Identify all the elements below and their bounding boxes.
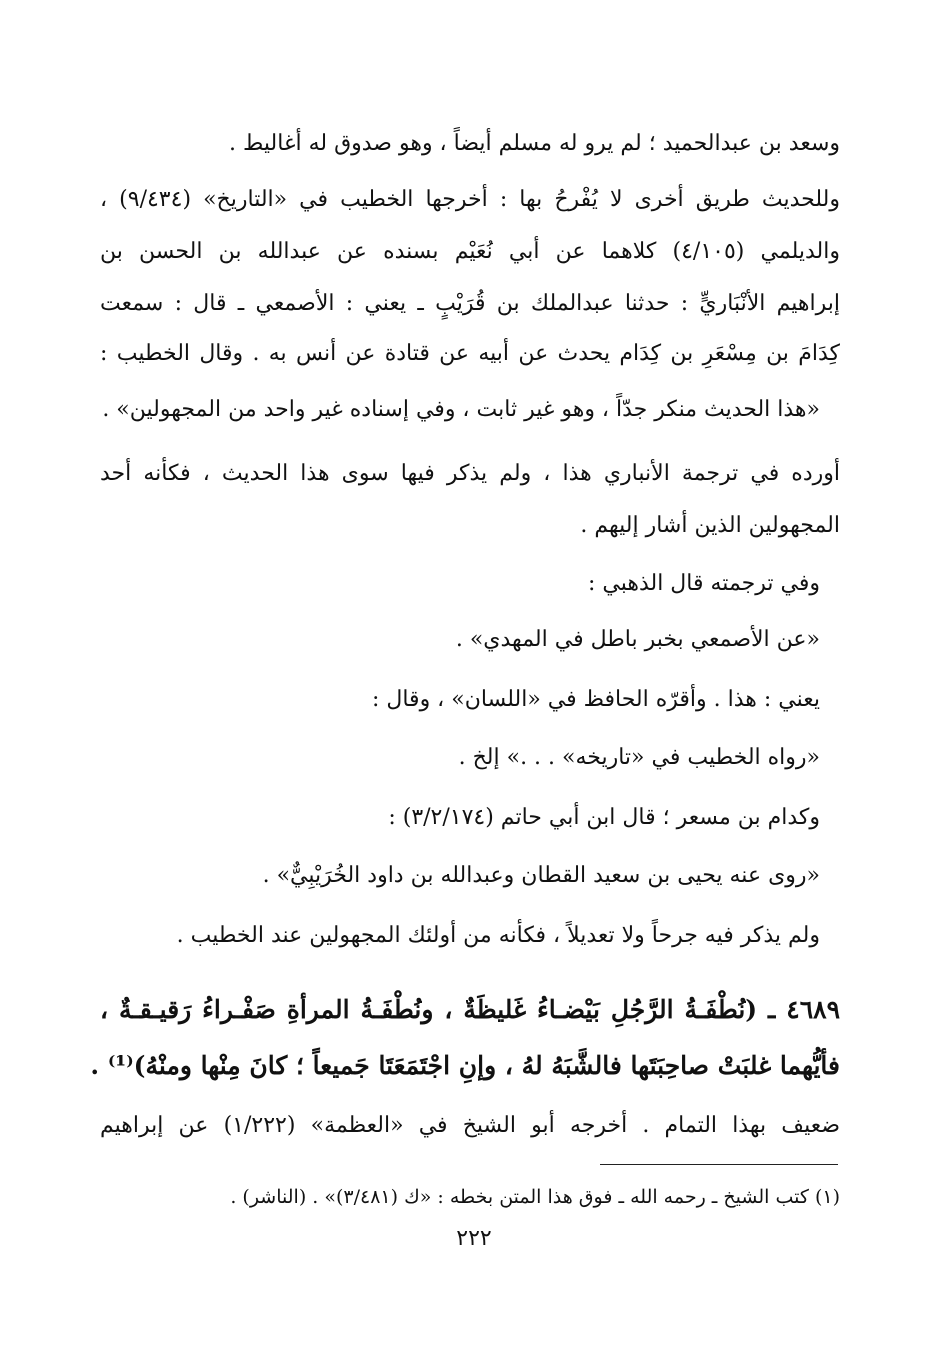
footnote: (١) كتب الشيخ ـ رحمه الله ـ فوق هذا المتن بخطه : «ك (٣/٤٨١)» . (الناشر) . <box>230 1186 840 1208</box>
page-number: ٢٢٢ <box>456 1226 492 1251</box>
quote-line-3: «رواه الخطيب في «تاريخه» . . .» إلخ . <box>458 745 820 770</box>
text-line-2: وللحديث طريق أخرى لا يُفْرحُ بها : أخرجها الخطيب في «التاريخ» (٩/٤٣٤) ، <box>100 187 840 212</box>
quote-line-4: «روى عنه يحيى بن سعيد القطان وعبدالله بن داود الخُرَيْبِيٌّ» . <box>262 863 820 888</box>
quote-line-1: «هذا الحديث منكر جدّاً ، وهو غير ثابت ، وفي إسناده غير واحد من المجهولين» . <box>102 397 820 422</box>
quote-line-2: «عن الأصمعي بخبر باطل في المهدي» . <box>455 627 820 652</box>
footnote-separator <box>600 1164 838 1165</box>
text-line-11: ولم يذكر فيه جرحاً ولا تعديلاً ، فكأنه من أولئك المجهولين عند الخطيب . <box>176 923 820 948</box>
text-line-4: إبراهيم الأنْبَاريٍّ : حدثنا عبدالملك بن قُرَيْبٍ ـ يعني : الأصمعي ـ قال : سمعت <box>100 291 840 316</box>
text-line-12: ضعيف بهذا التمام . أخرجه أبو الشيخ في «العظمة» (١/٢٢٢) عن إبراهيم <box>100 1113 841 1138</box>
text-line-10: وكدام بن مسعر ؛ قال ابن أبي حاتم (٣/٢/١٧٤) : <box>388 805 820 830</box>
text-line-9: يعني : هذا . وأقرّه الحافظ في «اللسان» ، وقال : <box>371 687 820 712</box>
hadith-line-2: فأيُّهما غلبَتْ صاحِبَتَها فالشَّبَهُ لهُ ، وإنِ اجْتَمَعَتَا جَميعاً ؛ كانَ مِنْها ومنْهُ)⁽¹⁾ . <box>90 1051 840 1080</box>
text-line-7: المجهولين الذين أشار إليهم . <box>580 513 840 538</box>
text-line-6: أورده في ترجمة الأنباري هذا ، ولم يذكر فيها سوى هذا الحديث ، فكأنه أحد <box>100 461 840 486</box>
text-line-3: والديلمي (٤/١٠٥) كلاهما عن أبي نُعَيْم بسنده عن عبدالله بن الحسن بن <box>100 239 840 264</box>
hadith-line-1: ٤٦٨٩ ـ (نُطْفَـةُ الرَّجُلِ بَيْضـاءُ غَليظَةٌ ، ونُطْفَـةُ المرأةِ صَفْـراءُ رَقيـقـةٌ ، <box>100 995 840 1024</box>
text-line-5: كِدَامَ بن مِسْعَرِ بن كِدَام يحدث عن أبيه عن قتادة عن أنس به . وقال الخطيب : <box>100 341 840 366</box>
text-line-1: وسعد بن عبدالحميد ؛ لم يرو له مسلم أيضاً ، وهو صدوق له أغاليط . <box>229 131 840 156</box>
text-line-8: وفي ترجمته قال الذهبي : <box>587 571 820 596</box>
